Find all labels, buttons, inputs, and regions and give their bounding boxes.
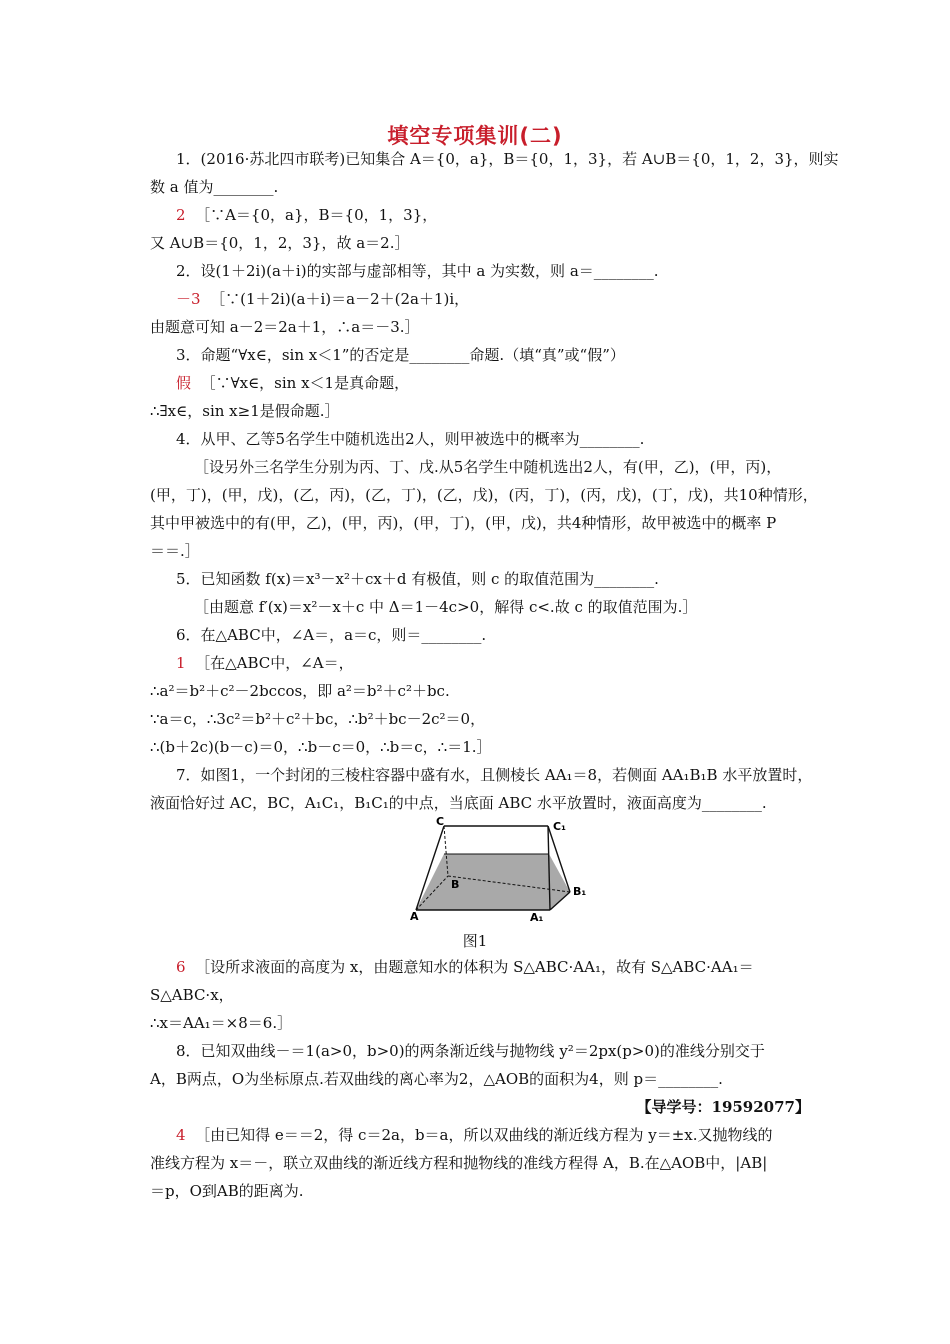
label-b: B [451,878,460,891]
q3-explain: ∴∃x∈，sin x≥1是假命题.］ [150,402,340,420]
q3-line1: 3．命题“∀x∈，sin x＜1”的否定是________命题.（填“真”或“假”） [176,346,625,364]
answer-text: ［∵∀x∈，sin x＜1是真命题， [200,374,410,392]
answer-text: ［由已知得 e＝＝2，得 c＝2a，b＝a，所以双曲线的渐近线方程为 y＝±x.又抛物线的 [195,1126,773,1144]
q1-explain: 又 A∪B＝{0，1，2，3}，故 a＝2.］ [150,234,410,252]
q6-explain3: ∴(b＋2c)(b－c)＝0，∴b－c＝0，∴b＝c，∴＝1.］ [150,738,492,756]
q1-line2: 数 a 值为________. [150,178,279,196]
q4-explain2: (甲，丁)，(甲，戊)，(乙，丙)，(乙，丁)，(乙，戊)，(丙，丁)，(丙，戊)，(丁，戊)，共10种情形， [150,486,818,504]
answer-text: ［∵A＝{0，a}，B＝{0，1，3}， [195,206,438,224]
q4-line1: 4．从甲、乙等5名学生中随机选出2人，则甲被选中的概率为________. [176,430,645,448]
q8-line2: A，B两点，O为坐标原点.若双曲线的离心率为2，△AOB的面积为4，则 p＝________. [150,1070,723,1088]
q5-line1: 5．已知函数 f(x)＝x³－x²＋cx＋d 有极值，则 c 的取值范围为________. [176,570,659,588]
answer-value: 4 [176,1126,186,1144]
q6-explain2: ∵a＝c，∴3c²＝b²＋c²＋bc，∴b²＋bc－2c²＝0， [150,710,486,728]
q6-line1: 6．在△ABC中，∠A＝，a＝c，则＝________. [176,626,487,644]
page-title: 填空专项集训(二) [387,124,563,148]
q7-answer [176,956,754,978]
answer-value: 2 [176,206,186,224]
answer-value: －3 [176,290,201,308]
q8-explain1: 准线方程为 x＝－，联立双曲线的渐近线方程和抛物线的准线方程得 A，B.在△AOB中，|AB| [150,1154,768,1172]
q4-explain1: ［设另外三名学生分别为丙、丁、戊.从5名学生中随机选出2人，有(甲，乙)，(甲，丙)， [194,458,782,476]
q7-explain1: S△ABC·x， [150,986,234,1004]
q6-explain1: ∴a²＝b²＋c²－2bccos，即 a²＝b²＋c²＋bc. [150,682,450,700]
q5-explain: ［由题意 f′(x)＝x²－x＋c 中 Δ＝1－4c>0，解得 c<.故 c 的取值范围为.］ [194,598,698,616]
q1-answer [176,204,437,226]
figure-caption: 图1 [462,932,488,950]
q8-line1: 8．已知双曲线－＝1(a>0，b>0)的两条渐近线与抛物线 y²＝2px(p>0)的准线分别交于 [176,1042,765,1060]
q8-explain2: ＝p，O到AB的距离为. [150,1182,304,1200]
q7-line1: 7．如图1，一个封闭的三棱柱容器中盛有水，且侧棱长 AA₁＝8，若侧面 AA₁B₁B 水平放置时， [176,766,813,784]
q7-line2: 液面恰好过 AC，BC，A₁C₁，B₁C₁的中点，当底面 ABC 水平放置时，液面高度为________. [150,794,767,812]
q7-explain2: ∴x＝AA₁＝×8＝6.］ [150,1014,293,1032]
q3-answer [176,372,409,394]
label-b1: B₁ [573,885,587,898]
q2-answer [176,288,469,310]
q6-answer [176,652,354,674]
q8-answer [176,1124,773,1146]
label-a: A [410,910,419,923]
answer-value: 假 [176,374,192,392]
label-c: C [436,816,445,828]
q1-line1: 1．(2016·苏北四市联考)已知集合 A＝{0，a}，B＝{0，1，3}，若 A∪B＝{0，1，2，3}，则实 [176,150,839,168]
answer-text: ［∵(1＋2i)(a＋i)＝a－2＋(2a＋1)i， [210,290,470,308]
q4-explain4: ＝＝.］ [150,542,200,560]
answer-value: 1 [176,654,186,672]
answer-text: ［设所求液面的高度为 x，由题意知水的体积为 S△ABC·AA₁，故有 S△ABC·AA₁＝ [195,958,754,976]
q4-explain3: 其中甲被选中的有(甲，乙)，(甲，丙)，(甲，丁)，(甲，戊)，共4种情形，故甲被选中的概率 P [150,514,777,532]
q2-line1: 2．设(1＋2i)(a＋i)的实部与虚部相等，其中 a 为实数，则 a＝________. [176,262,659,280]
prism-figure [410,816,588,924]
q2-explain: 由题意可知 a－2＝2a＋1，∴a＝－3.］ [150,318,420,336]
guide-number: 【导学号：19592077】 [636,1098,810,1116]
label-a1: A₁ [530,911,544,924]
answer-value: 6 [176,958,186,976]
answer-text: ［在△ABC中，∠A＝， [195,654,354,672]
label-c1: C₁ [553,820,566,833]
